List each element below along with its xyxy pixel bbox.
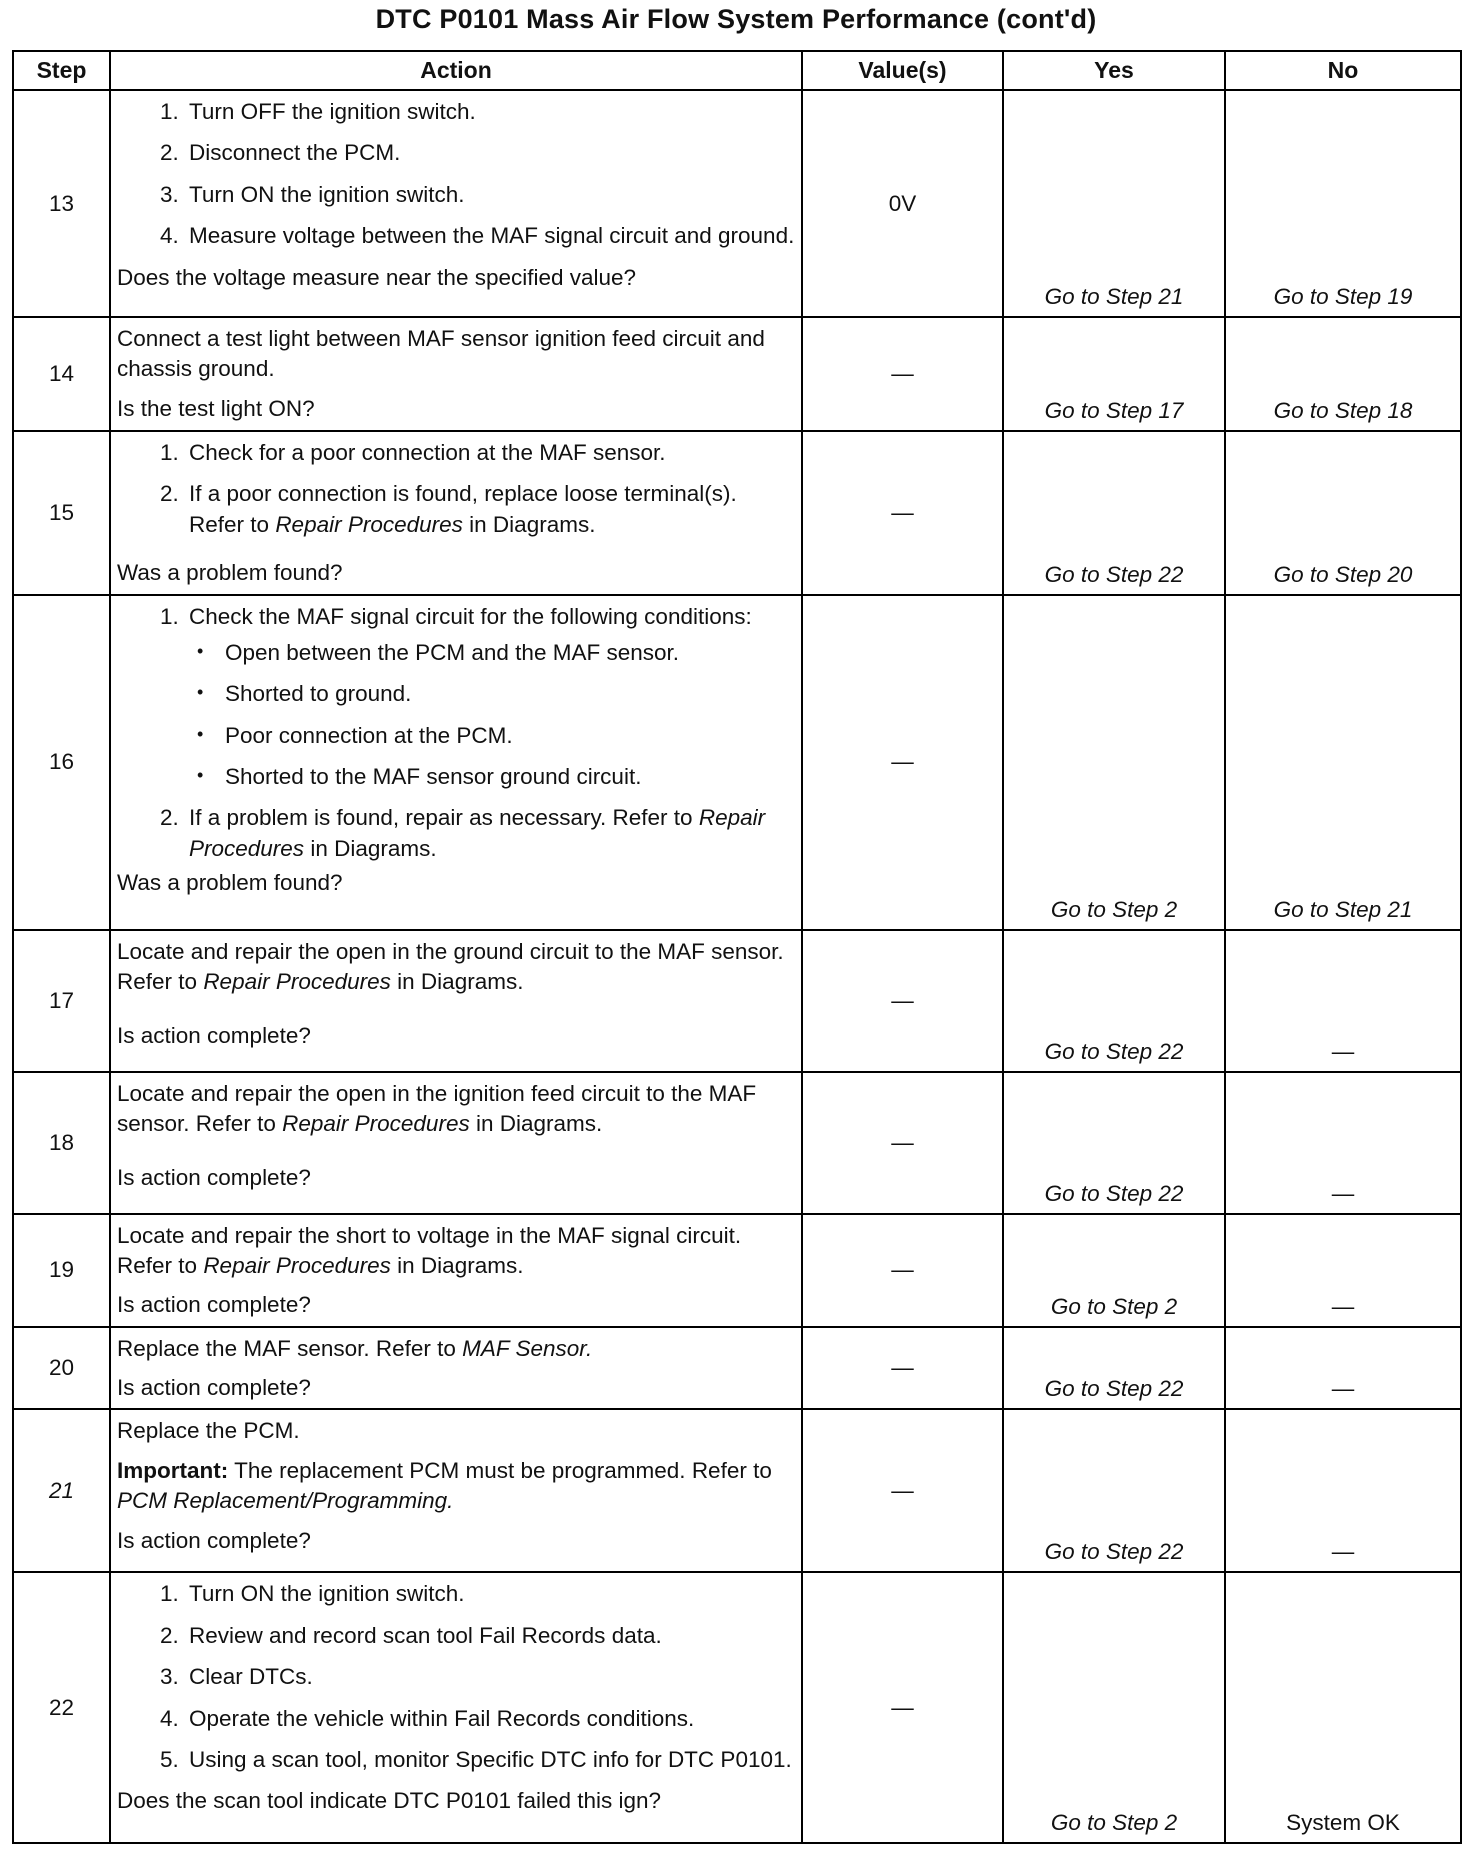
pcm-programming-ref: PCM Replacement/Programming. [117,1488,454,1514]
action-cell [110,1327,802,1410]
list-item [185,803,795,864]
no-cell: — [1225,1214,1461,1327]
no-cell: System OK [1225,1572,1461,1843]
refer-to-text: Refer to [691,1457,772,1483]
table-row [13,595,1461,930]
action-text-part: Locate and repair the open in the ignition feed circuit to the MAF sensor. Refer to [117,1080,757,1136]
question: Was a problem found? [117,870,343,896]
step-number: 16 [13,595,110,930]
header-action: Action [110,51,802,90]
step-number: 17 [13,930,110,1072]
list-item: 4. Operate the vehicle within Fail Records conditions. [185,1704,795,1734]
header-step: Step [13,51,110,90]
step-number: 14 [13,317,110,431]
yes-cell: Go to Step 22 [1003,1409,1225,1572]
list-item: 2. Disconnect the PCM. [185,138,795,168]
question: Does the voltage measure near the specified value? [117,264,637,290]
bullet-item: • Shorted to ground. [219,679,795,709]
action-text [117,937,795,998]
yes-cell: Go to Step 22 [1003,1072,1225,1214]
no-cell: Go to Step 19 [1225,90,1461,317]
question: Is the test light ON? [117,395,315,421]
list-item: 3. Clear DTCs. [185,1662,795,1692]
value-cell: — [802,1409,1003,1572]
list-item: 3. Turn ON the ignition switch. [185,180,795,210]
step-number: 13 [13,90,110,317]
table-row [13,317,1461,431]
value-cell: — [802,431,1003,595]
yes-cell: Go to Step 21 [1003,90,1225,317]
repair-procedures-ref: Repair Procedures [189,805,766,861]
table-row [13,1072,1461,1214]
yes-cell: Go to Step 22 [1003,1327,1225,1410]
value-cell: — [802,317,1003,431]
list-item-text: Check the MAF signal circuit for the following conditions: [189,603,752,629]
no-cell: Go to Step 18 [1225,317,1461,431]
action-text-part: Locate and repair the open in the ground circuit to the MAF sensor. Refer to [117,938,784,994]
value-cell: — [802,1072,1003,1214]
table-row [13,1572,1461,1843]
important-label: Important: [117,1457,229,1483]
condition-list [189,638,795,793]
step-number: 18 [13,1072,110,1214]
action-text: Replace the PCM. [117,1418,300,1444]
table-row [13,1327,1461,1410]
yes-cell: Go to Step 22 [1003,930,1225,1072]
action-cell [110,431,802,595]
no-cell: — [1225,1327,1461,1410]
bullet-item: • Open between the PCM and the MAF sensor. [219,638,795,668]
diagrams-text: in Diagrams. [397,968,524,994]
question: Does the scan tool indicate DTC P0101 failed this ign? [117,1788,662,1814]
action-text [117,1221,795,1282]
list-item-text: If a problem is found, repair as necessary. Refer to [189,805,693,831]
step-number: 21 [13,1409,110,1572]
list-item: 5. Using a scan tool, monitor Specific DTC info for DTC P0101. [185,1745,795,1775]
action-cell [110,1072,802,1214]
table-row [13,1409,1461,1572]
value-cell: — [802,595,1003,930]
yes-cell: Go to Step 17 [1003,317,1225,431]
table-header-row [13,51,1461,90]
bullet-item: • Poor connection at the PCM. [219,721,795,751]
action-text [117,1334,795,1364]
yes-cell: Go to Step 2 [1003,595,1225,930]
yes-cell: Go to Step 2 [1003,1572,1225,1843]
action-cell [110,930,802,1072]
list-item: 1. Check for a poor connection at the MAF sensor. [185,438,795,468]
action-cell [110,1409,802,1572]
action-cell [110,595,802,930]
page-title: DTC P0101 Mass Air Flow System Performance (cont'd) [375,4,1097,34]
action-cell [110,90,802,317]
diagrams-text: in Diagrams. [310,835,437,861]
action-list [117,438,795,540]
list-item: 4. Measure voltage between the MAF signal circuit and ground. [185,221,795,251]
no-cell: Go to Step 21 [1225,595,1461,930]
repair-procedures-ref: Repair Procedures [282,1110,470,1136]
action-cell [110,1214,802,1327]
important-text: The replacement PCM must be programmed. [234,1457,686,1483]
value-cell: 0V [802,90,1003,317]
yes-cell: Go to Step 2 [1003,1214,1225,1327]
value-cell: — [802,930,1003,1072]
value-cell: — [802,1572,1003,1843]
list-item-text: If a poor connection is found, replace loose terminal(s). Refer to [189,481,737,537]
table-row [13,1214,1461,1327]
action-text-part: Replace the MAF sensor. Refer to [117,1335,456,1361]
action-list [117,97,795,252]
header-values: Value(s) [802,51,1003,90]
table-row [13,431,1461,595]
repair-procedures-ref: Repair Procedures [275,511,463,537]
action-list [117,1579,795,1775]
step-number: 15 [13,431,110,595]
list-item: 2. Review and record scan tool Fail Records data. [185,1621,795,1651]
no-cell: — [1225,1072,1461,1214]
action-text-part: Locate and repair the short to voltage in the MAF signal circuit. Refer to [117,1222,742,1278]
header-no: No [1225,51,1461,90]
list-item: 1. Turn ON the ignition switch. [185,1579,795,1609]
table-row [13,930,1461,1072]
action-cell [110,317,802,431]
list-item [185,602,795,793]
diagrams-text: in Diagrams. [469,511,596,537]
value-cell: — [802,1327,1003,1410]
bullet-item: • Shorted to the MAF sensor ground circuit. [219,762,795,792]
yes-cell: Go to Step 22 [1003,431,1225,595]
action-text [117,1079,795,1140]
repair-procedures-ref: Repair Procedures [203,1252,391,1278]
no-cell: Go to Step 20 [1225,431,1461,595]
no-cell: — [1225,930,1461,1072]
question: Is action complete? [117,1165,311,1191]
repair-procedures-ref: Repair Procedures [203,968,391,994]
no-cell: — [1225,1409,1461,1572]
action-cell [110,1572,802,1843]
diagrams-text: in Diagrams. [397,1252,524,1278]
question: Is action complete? [117,1292,311,1318]
diagrams-text: in Diagrams. [475,1110,603,1136]
question: Is action complete? [117,1375,311,1400]
step-number: 20 [13,1327,110,1410]
question: Is action complete? [117,1023,311,1049]
action-list [117,602,795,865]
list-item: 1. Turn OFF the ignition switch. [185,97,795,127]
header-yes: Yes [1003,51,1225,90]
important-note [117,1456,795,1517]
list-item [185,479,795,540]
value-cell: — [802,1214,1003,1327]
question: Was a problem found? [117,560,343,586]
maf-sensor-ref: MAF Sensor. [462,1335,593,1361]
question: Is action complete? [117,1527,311,1553]
diagnostic-table [12,50,1462,1844]
step-number: 19 [13,1214,110,1327]
step-number: 22 [13,1572,110,1843]
action-text: Connect a test light between MAF sensor ignition feed circuit and chassis ground. [117,326,765,382]
table-row [13,90,1461,317]
